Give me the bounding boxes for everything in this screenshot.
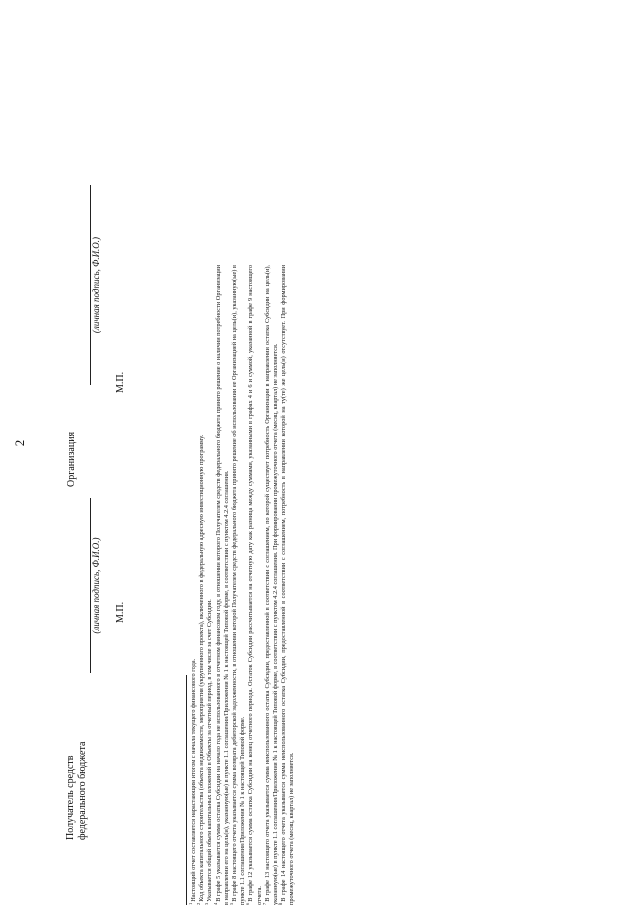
footnote-mark: 2 <box>196 902 202 905</box>
page-number: 2 <box>12 439 27 447</box>
footnote-item <box>261 265 280 905</box>
footnote-text: Код объекта капитального строительства (объекта недвижимости, мероприятия (укрупненного проекта), включенного в федеральную адресную инвестиционную программу. <box>198 434 206 902</box>
budget-recipient-label-line1: Получатель средств <box>65 755 76 840</box>
footnote-item <box>247 265 263 905</box>
footnote-item <box>187 265 198 905</box>
budget-recipient-label <box>65 700 89 840</box>
organization-stamp-place: М.П. <box>115 371 126 393</box>
footnote-mark: 7 <box>261 902 267 905</box>
footnote-mark: 4 <box>212 902 218 905</box>
footnote-text: В графе 12 указывается сумма остатка Субсидии на конец отчетного периода. Остаток Субсидии рассчитывается на отчетную дату как разница между суммами, указанными в графах 4 и 6 и суммой, указанной в графе 9 настоящего отчета. <box>247 265 263 905</box>
footnote-separator <box>186 675 187 905</box>
footnote-mark: 5 <box>228 902 234 905</box>
budget-recipient-signature-caption: (личная подпись, Ф.И.О.) <box>91 537 101 634</box>
footnote-text: В графе 5 указывается сумма остатка Субсидии на начало года не использованного в отчетном финансовом году, в отношении которого Получателем средств федерального бюджета принято решение о наличии потребности Организации в направлении его на цель(и), указанную(ые) в пункте 1.1 соглашения/Приложения № 1 к настоящей Типовой форме, в соответствии с пунктом 4.2.4 соглашения. <box>214 265 230 905</box>
footnote-item <box>212 265 231 905</box>
footnote-mark: 8 <box>278 902 284 905</box>
footnote-text: В графе 8 настоящего отчета указывается сумма возврата дебиторской задолженности, в отношении которой Получателем средств федерального бюджета принято решение об использовании ее Организацией на цель(и), указанную(ые) в пункте 1.1 соглашения/Приложения № 1 к настоящей Типовой форме. <box>231 265 247 905</box>
footnote-mark: 1 <box>187 902 193 905</box>
organization-signature-caption: (личная подпись, Ф.И.О.) <box>91 236 101 334</box>
footnote-item <box>206 265 214 905</box>
footnote-mark: 3 <box>204 902 210 905</box>
footnote-text: В графе 14 настоящего отчета указывается сумма неиспользованного остатка Субсидии, предоставленной в соответствии с соглашением, потребность в направлении которой на ту(те) же цель(и) отсутствует. При формировании промежуточного отчета (месяц, квартал) не заполняется. <box>280 265 296 905</box>
footnote-text: Настоящий отчет составляется нарастающим итогом с начала текущего финансового года. <box>190 658 197 902</box>
budget-recipient-stamp-place: М.П. <box>115 601 126 623</box>
footnotes-list <box>187 265 297 905</box>
budget-recipient-label-line2: федерального бюджета <box>77 741 88 840</box>
footnote-item <box>228 265 247 905</box>
footnote-text: Указывается общий объем капитальных вложений в Объекты за отчетный период, в том числе за счет Субсидии. <box>206 599 214 902</box>
footnote-item <box>280 265 296 905</box>
organization-label: Организация <box>66 431 77 487</box>
footnote-text: В графе 13 настоящего отчета указывается сумма неиспользованного остатка Субсидии, предоставленной в соответствии с соглашением, по которой существует потребность Организации в направлении остатка Субсидии на цель(и), указанную(ые) в пункте 1.1 соглашения/Приложения № 1 к настоящей Типовой форме, в соответствии с пунктом 4.2.4 соглашения. При формировании промежуточного отчета (месяц, квартал) не заполняется. <box>263 265 280 905</box>
footnote-mark: 6 <box>245 902 251 905</box>
